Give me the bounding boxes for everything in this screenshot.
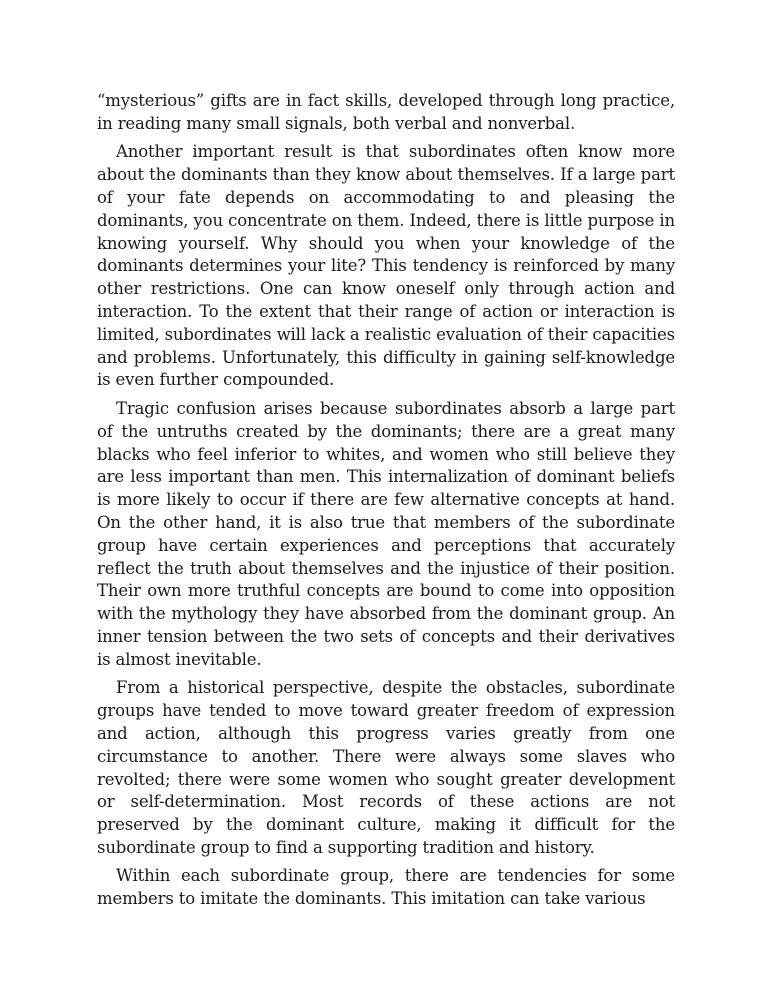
paragraph: Within each subordinate group, there are tendencies for some members to imitate the dominants. This imitation can take various xyxy=(97,866,675,909)
body-text xyxy=(97,90,675,917)
paragraph: Tragic confusion arises because subordinates absorb a large part of the untruths created by the dominants; there are a great many blacks who feel inferior to whites, and women who still believe they are less important than men. This internalization of dominant beliefs is more likely to occur if there are few alternative concepts at hand. On the other hand, it is also true that members of the subordinate group have certain experiences and perceptions that accurately reflect the truth about themselves and the injustice of their position. Their own more truthful concepts are bound to come into opposition with the mythology they have absorbed from the dominant group. An inner tension between the two sets of concepts and their derivatives is almost inevitable. xyxy=(97,398,675,669)
paragraph: Another important result is that subordinates often know more about the dominants than they know about themselves. If a large part of your fate depends on accommodating to and pleasing the dominants, you concentrate on them. Indeed, there is little purpose in knowing yourself. Why should you when your knowledge of the dominants determines your lite? This tendency is reinforced by many other restrictions. One can know oneself only through action and interaction. To the extent that their range of action or interaction is limited, subordinates will lack a realistic evaluation of their capacities and problems. Unfortunately, this difficulty in gaining self-knowledge is even further compounded. xyxy=(97,142,675,390)
paragraph-continuation: “mysterious” gifts are in fact skills, developed through long practice, in reading many small signals, both verbal and nonverbal. xyxy=(97,91,675,133)
paragraph: From a historical perspective, despite the obstacles, subordinate groups have tended to move toward greater freedom of expression and action, although this progress varies greatly from one circumstance to another. There were always some slaves who revolted; there were some women who sought greater development or self-determination. Most records of these actions are not preserved by the dominant culture, making it difficult for the subordinate group to find a supporting tradition and history. xyxy=(97,678,675,857)
